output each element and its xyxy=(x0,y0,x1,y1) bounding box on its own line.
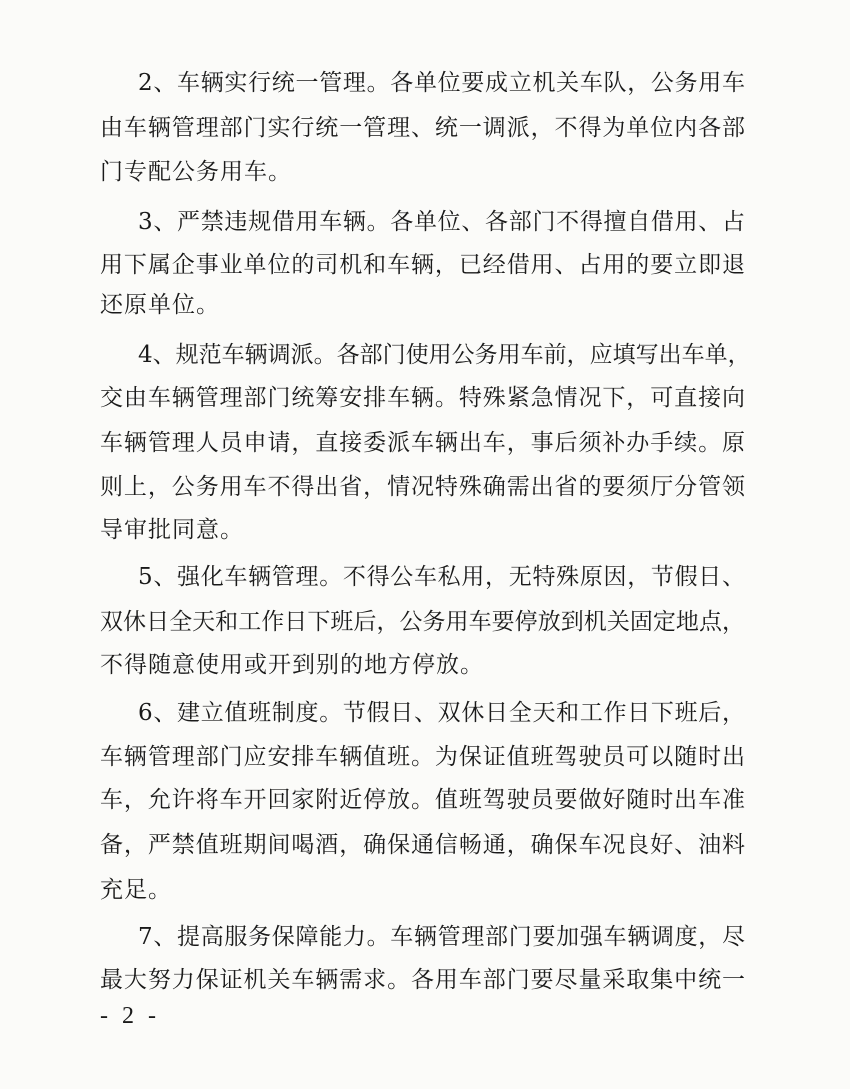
paragraph-4-line: 导审批同意。 xyxy=(100,517,244,543)
paragraph-6-line: 6、建立值班制度。节假日、双休日全天和工作日下班后， xyxy=(138,700,745,726)
paragraph-5-line: 不得随意使用或开到别的地方停放。 xyxy=(100,652,484,678)
paragraph-2-line: 由车辆管理部门实行统一管理、统一调派，不得为单位内各部 xyxy=(100,115,745,141)
page-number: - 2 - xyxy=(100,1003,160,1029)
paragraph-6-line: 车辆管理部门应安排车辆值班。为保证值班驾驶员可以随时出 xyxy=(100,744,745,770)
paragraph-5-line: 5、强化车辆管理。不得公车私用，无特殊原因，节假日、 xyxy=(138,564,745,590)
paragraph-3-line: 还原单位。 xyxy=(100,292,220,318)
paragraph-3-line: 用下属企事业单位的司机和车辆，已经借用、占用的要立即退 xyxy=(100,252,745,278)
paragraph-7-line: 最大努力保证机关车辆需求。各用车部门要尽量采取集中统一 xyxy=(100,967,745,993)
paragraph-4-line: 车辆管理人员申请，直接委派车辆出车，事后须补办手续。原 xyxy=(100,430,745,456)
paragraph-5-line: 双休日全天和工作日下班后，公务用车要停放到机关固定地点， xyxy=(100,609,745,635)
paragraph-2-line: 2、车辆实行统一管理。各单位要成立机关车队，公务用车 xyxy=(138,70,745,96)
paragraph-2-line: 门专配公务用车。 xyxy=(100,159,292,185)
paragraph-3-line: 3、严禁违规借用车辆。各单位、各部门不得擅自借用、占 xyxy=(138,209,745,235)
paragraph-6-line: 车，允许将车开回家附近停放。值班驾驶员要做好随时出车准 xyxy=(100,787,745,813)
paragraph-4-line: 交由车辆管理部门统筹安排车辆。特殊紧急情况下，可直接向 xyxy=(100,385,745,411)
paragraph-4-line: 则上，公务用车不得出省，情况特殊确需出省的要须厅分管领 xyxy=(100,474,745,500)
paragraph-7-line: 7、提高服务保障能力。车辆管理部门要加强车辆调度，尽 xyxy=(138,924,745,950)
paragraph-4-line: 4、规范车辆调派。各部门使用公务用车前，应填写出车单， xyxy=(138,342,751,368)
paragraph-6-line: 备，严禁值班期间喝酒，确保通信畅通，确保车况良好、油料 xyxy=(100,832,745,858)
paragraph-6-line: 充足。 xyxy=(100,877,172,903)
